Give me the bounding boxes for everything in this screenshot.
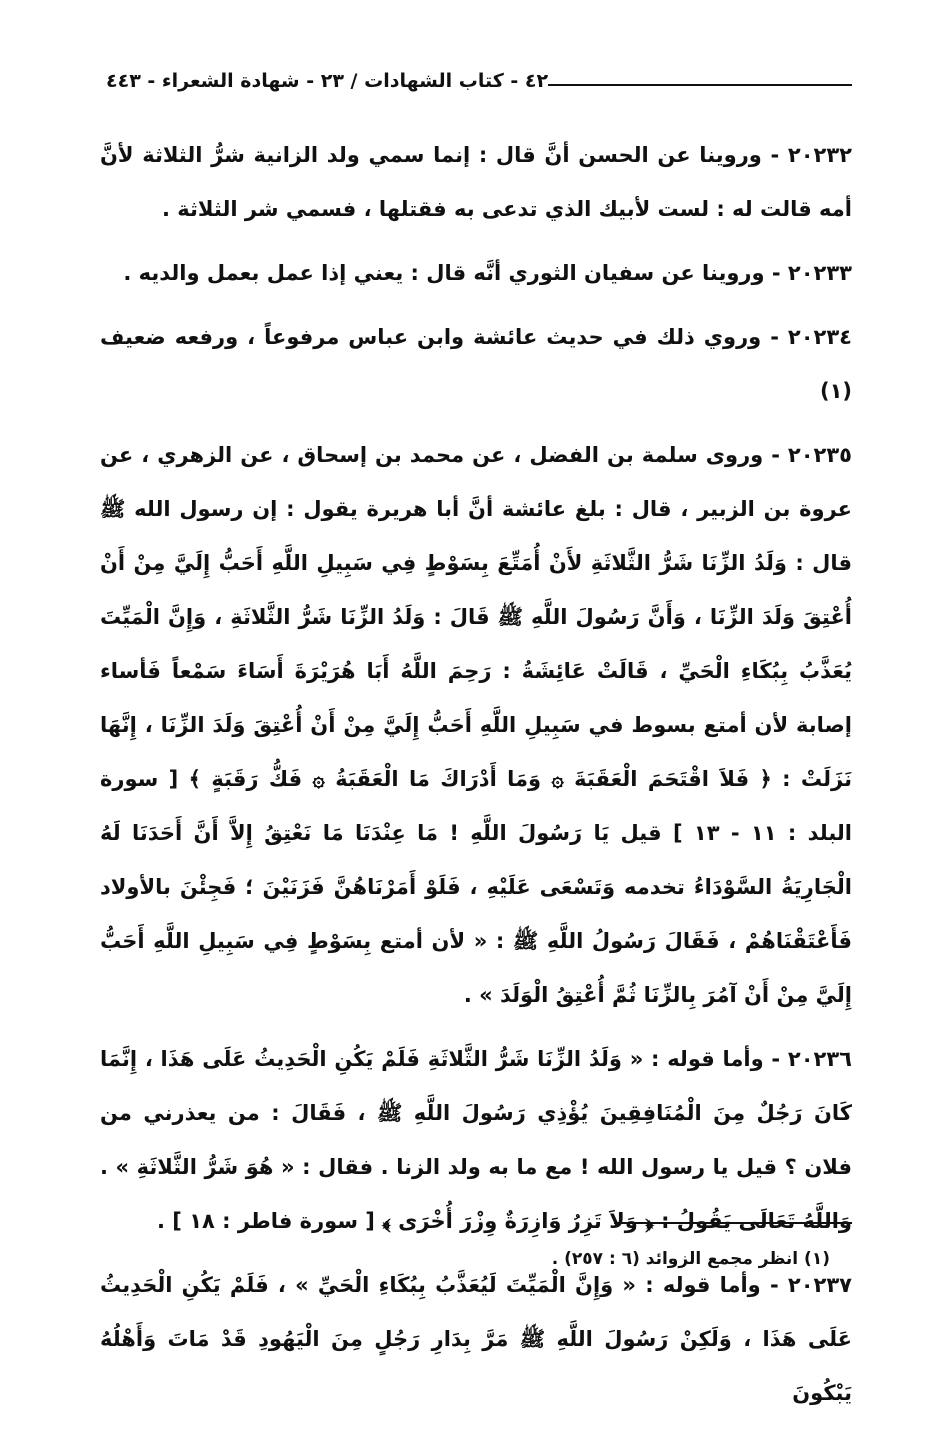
paragraph-20232: ٢٠٢٣٢ - وروينا عن الحسن أنَّ قال : إنما سمي ولد الزانية شرُّ الثلاثة لأنَّ أمه قالت له : لست لأبيك الذي تدعى به فقتلها ، فسمي شر الثلاثة . xyxy=(100,143,852,221)
header-title: ٤٢ - كتاب الشهادات / ٢٣ - شهادة الشعراء - ٤٤٣ xyxy=(100,68,548,94)
paragraph-20233: ٢٠٢٣٣ - وروينا عن سفيان الثوري أنَّه قال : يعني إذا عمل بعمل والديه . xyxy=(123,261,852,285)
main-text xyxy=(100,128,852,1430)
paragraph-20234: ٢٠٢٣٤ - وروي ذلك في حديث عائشة وابن عباس مرفوعاً ، ورفعه ضعيف (١) xyxy=(100,325,852,403)
paragraph-20235: ٢٠٢٣٥ - وروى سلمة بن الفضل ، عن محمد بن إسحاق ، عن الزهري ، عن عروة بن الزبير ، قال : بلغ عائشة أنَّ أبا هريرة يقول : إن رسول الله ﷺ قال : وَلَدُ الزِّنَا شَرُّ الثَّلاثَةِ لأَنْ أُمَتِّعَ بِسَوْطٍ فِي سَبِيلِ اللَّهِ أَحَبُّ إِلَيَّ مِنْ أَنْ أُعْتِقَ وَلَدَ الزِّنَا ، وَأَنَّ رَسُولَ اللَّهِ ﷺ قَالَ : وَلَدُ الزِّنَا شَرُّ الثَّلاثَةِ ، وَإِنَّ الْمَيِّتَ يُعَذَّبُ بِبُكَاءِ الْحَيِّ ، قَالَتْ عَائِشَةُ : رَحِمَ اللَّهُ أَبَا هُرَيْرَةَ أَسَاءَ سَمْعاً فَأساء إصابة لأن أمتع بسوط في سَبِيلِ اللَّهِ أَحَبُّ إِلَيَّ مِنْ أَنْ أُعْتِقَ وَلَدَ الزِّنَا ، إِنَّهَا نَزَلَتْ : ﴿ فَلاَ اقْتَحَمَ الْعَقَبَةَ ۞ وَمَا أَدْرَاكَ مَا الْعَقَبَةُ ۞ فَكُّ رَقَبَةٍ ﴾ [ سورة البلد : ١١ - ١٣ ] قيل يَا رَسُولَ اللَّهِ ! مَا عِنْدَنَا مَا نَعْتِقُ إِلاَّ أَنَّ أَحَدَنَا لَهُ الْجَارِيَةُ السَّوْدَاءُ تخدمه وَتَسْعَى عَلَيْهِ ، فَلَوْ أَمَرْنَاهُنَّ فَزَنَيْنَ ؛ فَجِئْنَ بالأولاد فَأَعْتَقْنَاهُمْ ، فَقَالَ رَسُولُ اللَّهِ ﷺ : « لأن أمتع بِسَوْطٍ فِي سَبِيلِ اللَّهِ أَحَبُّ إِلَيَّ مِنْ أَنْ آمُرَ بِالزِّنَا ثُمَّ أُعْتِقُ الْوَلَدَ » . xyxy=(100,443,852,1007)
paragraph-20237: ٢٠٢٣٧ - وأما قوله : « وَإِنَّ الْمَيِّتَ لَيُعَذَّبُ بِبُكَاءِ الْحَيِّ » ، فَلَمْ يَكُنِ الْحَدِيثُ عَلَى هَذَا ، وَلَكِنْ رَسُولَ اللَّهِ ﷺ مَرَّ بِدَارِ رَجُلٍ مِنَ الْيَهُودِ قَدْ مَاتَ وَأَهْلُهُ يَبْكُونَ xyxy=(100,1273,852,1405)
footnote-separator xyxy=(614,1222,852,1224)
running-header xyxy=(100,68,852,98)
footnote: (١) انظر مجمع الزوائد (٦ : ٢٥٧) . xyxy=(551,1249,830,1269)
paragraph-20236: ٢٠٢٣٦ - وأما قوله : « وَلَدُ الزِّنَا شَرُّ الثَّلاثَةِ فَلَمْ يَكُنِ الْحَدِيثُ عَلَى هَذَا ، إِنَّمَا كَانَ رَجُلٌ مِنَ الْمُنَافِقِينَ يُؤْذِي رَسُولَ اللَّهِ ﷺ ، فَقَالَ : من يعذرني من فلان ؟ قيل يا رسول الله ! مع ما به ولد الزنا . فقال : « هُوَ شَرُّ الثَّلاثَةِ » . وَاللَّهُ تَعَالَى يَقُولُ : ﴿ وَلاَ تَزِرُ وَازِرَةٌ وِزْرَ أُخْرَى ﴾ [ سورة فاطر : ١٨ ] . xyxy=(100,1047,852,1233)
